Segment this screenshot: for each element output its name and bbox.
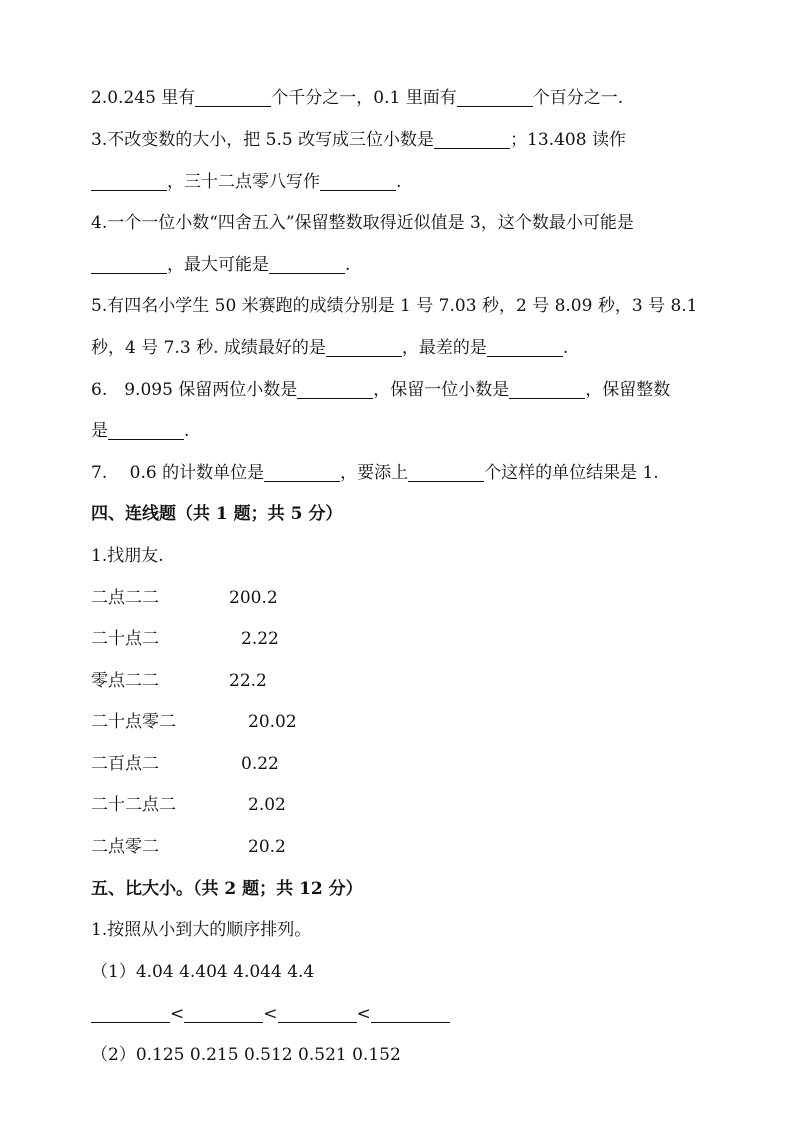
answer-blank[interactable] bbox=[184, 1004, 263, 1023]
answer-blank[interactable] bbox=[457, 88, 533, 107]
q6-text-4: 是 bbox=[91, 421, 108, 441]
section-4-question-1: 1.找朋友. bbox=[91, 546, 164, 566]
question-6-line-2 bbox=[91, 419, 754, 443]
answer-blank[interactable] bbox=[320, 172, 396, 191]
match-left-item[interactable]: 零点二二 bbox=[91, 671, 159, 691]
answer-blank[interactable] bbox=[91, 1004, 170, 1023]
answer-blank[interactable] bbox=[108, 421, 184, 440]
match-pair bbox=[91, 835, 286, 859]
question-4-line-1 bbox=[91, 211, 754, 235]
question-5-line-1 bbox=[91, 294, 754, 318]
match-pair bbox=[91, 586, 278, 610]
question-7 bbox=[91, 461, 754, 485]
sub-question-1: （1）4.04 4.404 4.044 4.4 bbox=[91, 962, 315, 982]
match-right-item[interactable]: 20.02 bbox=[248, 712, 297, 732]
q5-text-2: 秒，4 号 7.3 秒. 成绩最好的是 bbox=[91, 338, 326, 358]
question-5-line-2 bbox=[91, 336, 754, 360]
q2-text-2: 个千分之一，0.1 里面有 bbox=[271, 88, 457, 108]
q5-text-4: . bbox=[562, 338, 569, 358]
answer-blank[interactable] bbox=[326, 338, 402, 357]
sub-question-2: （2）0.125 0.215 0.512 0.521 0.152 bbox=[91, 1045, 401, 1065]
q5-text-1: 5.有四名小学生 50 米赛跑的成绩分别是 1 号 7.03 秒，2 号 8.09 秒，3 号 8.1 bbox=[91, 296, 698, 316]
q3-text-2: ；13.408 读作 bbox=[510, 130, 626, 150]
q6-text-5: . bbox=[184, 421, 190, 441]
section-5-question-1: 1.按照从小到大的顺序排列。 bbox=[91, 920, 312, 940]
question-3-line-2 bbox=[91, 170, 754, 194]
q3-text-4: . bbox=[396, 172, 402, 192]
answer-blank[interactable] bbox=[434, 130, 510, 149]
match-left-item[interactable]: 二十点零二 bbox=[91, 712, 176, 732]
q4-text-3: . bbox=[345, 255, 351, 275]
q6-text-2: ，保留一位小数是 bbox=[373, 380, 510, 400]
answer-blank[interactable] bbox=[278, 1004, 357, 1023]
q3-text-1: 3.不改变数的大小，把 5.5 改写成三位小数是 bbox=[91, 130, 435, 150]
match-pair bbox=[91, 793, 286, 817]
q6-text-3: ，保留整数 bbox=[585, 380, 671, 400]
match-left-item[interactable]: 二十点二 bbox=[91, 629, 159, 649]
match-left-item[interactable]: 二十二点二 bbox=[91, 795, 176, 815]
answer-blank[interactable] bbox=[509, 380, 585, 399]
less-than-sign: < bbox=[356, 1004, 371, 1024]
answer-blank[interactable] bbox=[195, 88, 271, 107]
match-right-item[interactable]: 20.2 bbox=[248, 837, 286, 857]
q5-text-3: ，最差的是 bbox=[401, 338, 487, 358]
q3-text-3: ，三十二点零八写作 bbox=[167, 172, 320, 192]
answer-blank[interactable] bbox=[487, 338, 563, 357]
match-right-item[interactable]: 0.22 bbox=[241, 754, 279, 774]
ordering-row bbox=[91, 1004, 450, 1028]
match-pair bbox=[91, 710, 297, 734]
less-than-sign: < bbox=[170, 1004, 185, 1024]
less-than-sign: < bbox=[263, 1004, 278, 1024]
answer-blank[interactable] bbox=[264, 463, 340, 482]
q4-text-1: 4.一个一位小数“四舍五入”保留整数取得近似值是 3，这个数最小可能是 bbox=[91, 213, 634, 233]
match-left-item[interactable]: 二点二二 bbox=[91, 588, 159, 608]
q7-text-2: ，要添上 bbox=[340, 463, 409, 483]
question-3-line-1 bbox=[91, 128, 754, 152]
answer-blank[interactable] bbox=[91, 255, 167, 274]
match-pair bbox=[91, 669, 267, 693]
question-2 bbox=[91, 86, 754, 110]
answer-blank[interactable] bbox=[371, 1004, 450, 1023]
answer-blank[interactable] bbox=[408, 463, 484, 482]
q7-text-1: 7. 0.6 的计数单位是 bbox=[91, 463, 265, 483]
q7-text-3: 个这样的单位结果是 1. bbox=[484, 463, 659, 483]
match-right-item[interactable]: 2.22 bbox=[241, 629, 279, 649]
match-left-item[interactable]: 二点零二 bbox=[91, 837, 159, 857]
match-left-item[interactable]: 二百点二 bbox=[91, 754, 159, 774]
answer-blank[interactable] bbox=[269, 255, 345, 274]
match-right-item[interactable]: 2.02 bbox=[248, 795, 286, 815]
section-4-heading: 四、连线题（共 1 题；共 5 分） bbox=[91, 504, 343, 524]
q2-text-3: 个百分之一. bbox=[532, 88, 624, 108]
match-right-item[interactable]: 200.2 bbox=[229, 588, 278, 608]
question-6-line-1 bbox=[91, 378, 754, 402]
answer-blank[interactable] bbox=[91, 172, 167, 191]
section-5-heading: 五、比大小。（共 2 题；共 12 分） bbox=[91, 879, 363, 899]
match-pair bbox=[91, 752, 279, 776]
answer-blank[interactable] bbox=[297, 380, 373, 399]
q4-text-2: ，最大可能是 bbox=[167, 255, 269, 275]
question-4-line-2 bbox=[91, 253, 754, 277]
q2-text-1: 2.0.245 里有 bbox=[91, 88, 196, 108]
match-right-item[interactable]: 22.2 bbox=[229, 671, 267, 691]
q6-text-1: 6. 9.095 保留两位小数是 bbox=[91, 380, 298, 400]
match-pair bbox=[91, 627, 279, 651]
